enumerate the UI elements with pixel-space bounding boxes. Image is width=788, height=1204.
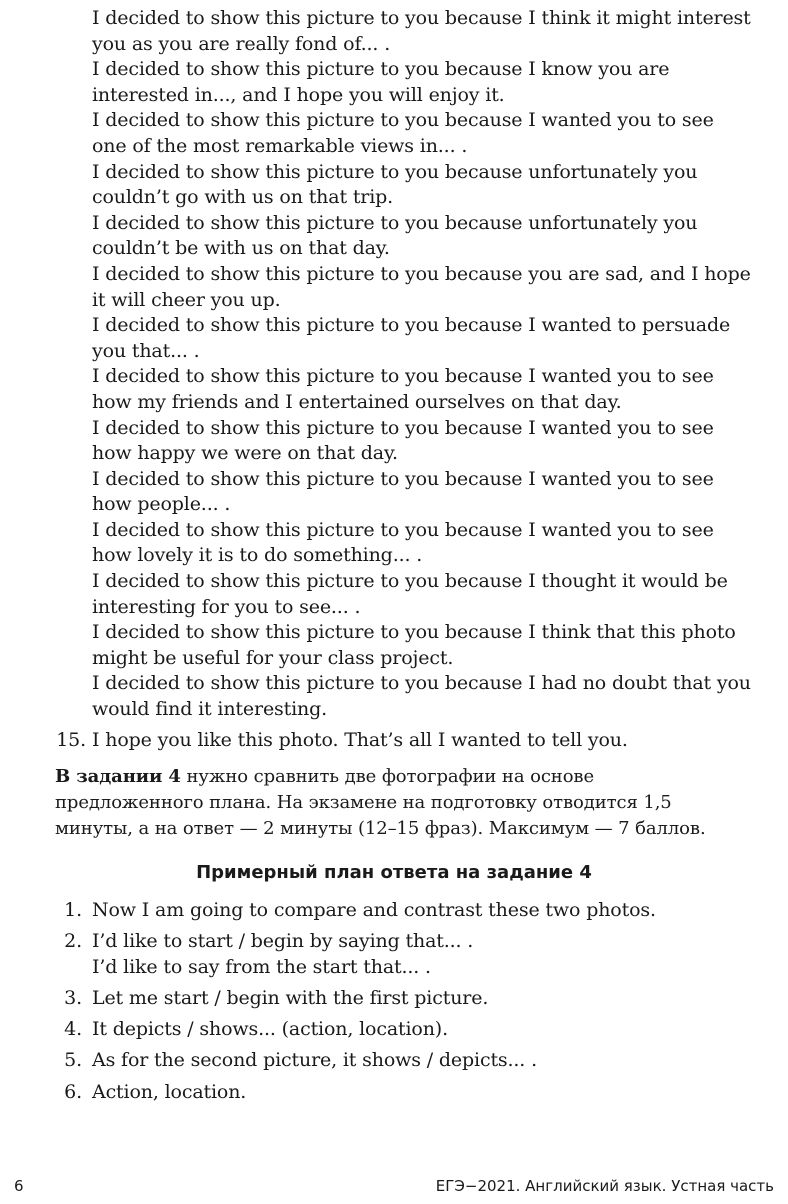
plan-title: Примерный план ответа на задание 4 (196, 862, 592, 883)
phrase-item: I decided to show this picture to you because I wanted you to see one of the most remarkable views in... . (92, 109, 714, 157)
plan-item (52, 898, 752, 924)
phrase-list (92, 6, 752, 723)
plan-item-line: As for the second picture, it shows / depicts... . (92, 1049, 537, 1072)
page-number: 6 (14, 1177, 24, 1195)
task-4-lead: В задании 4 (55, 766, 181, 787)
running-title: ЕГЭ−2021. Английский язык. Устная часть (435, 1177, 774, 1195)
plan-item (52, 1017, 752, 1043)
phrase-item: I decided to show this picture to you because I know you are interested in..., and I hope you will enjoy it. (92, 58, 670, 106)
plan-item (52, 1080, 752, 1106)
plan-item-line: It depicts / shows... (action, location). (92, 1018, 448, 1041)
phrase-item: I decided to show this picture to you because unfortunately you couldn’t go with us on that trip. (92, 160, 698, 209)
phrase-item: I decided to show this picture to you because I wanted to persuade you that... . (92, 314, 731, 362)
plan-item (52, 929, 752, 980)
task-4-text: нужно сравнить две фотографии на основе предложенного плана. На экзамене на подготовку отводится 1,5 минуты, а на ответ — 2 минуты (12–15 фраз). Максимум — 7 баллов. (55, 766, 706, 839)
item-text: I hope you like this photo. That’s all I wanted to tell you. (92, 729, 628, 751)
plan-item-number: 3. (64, 986, 82, 1009)
plan-item-number: 6. (64, 1080, 82, 1103)
plan-item-number: 5. (64, 1049, 82, 1072)
phrase-item: I decided to show this picture to you because unfortunately you couldn’t be with us on that day. (92, 211, 698, 260)
plan-item-line: I’d like to start / begin by saying that... . (92, 930, 474, 953)
plan-item-number: 2. (64, 930, 82, 953)
phrase-item: I decided to show this picture to you because I wanted you to see how my friends and I entertained ourselves on that day. (92, 365, 714, 413)
phrase-item: I decided to show this picture to you because I think that this photo might be useful for your class project. (92, 621, 736, 669)
phrase-item: I decided to show this picture to you because I think it might interest you as you are really fond of... . (92, 7, 751, 55)
plan-item (52, 1048, 752, 1074)
phrase-item: I decided to show this picture to you because I wanted you to see how lovely it is to do something... . (92, 518, 714, 567)
plan-item-number: 4. (64, 1018, 82, 1041)
plan-item-line: Action, location. (92, 1080, 247, 1103)
plan-item-line: Let me start / begin with the first picture. (92, 986, 489, 1009)
task-4-description (55, 764, 745, 841)
item-15 (52, 728, 752, 754)
phrase-item: I decided to show this picture to you because I had no doubt that you would find it interesting. (92, 672, 751, 721)
item-number: 15. (56, 729, 86, 751)
plan-list (52, 898, 752, 1111)
plan-item (52, 986, 752, 1012)
phrase-item: I decided to show this picture to you because I thought it would be interesting for you to see... . (92, 570, 728, 618)
plan-item-number: 1. (64, 899, 82, 921)
plan-item-line: Now I am going to compare and contrast these two photos. (92, 899, 656, 921)
phrase-item: I decided to show this picture to you because you are sad, and I hope it will cheer you up. (92, 262, 751, 311)
plan-item-line: I’d like to say from the start that... . (92, 955, 431, 978)
phrase-item: I decided to show this picture to you because I wanted you to see how people... . (92, 467, 714, 516)
phrase-item: I decided to show this picture to you because I wanted you to see how happy we were on that day. (92, 416, 714, 465)
